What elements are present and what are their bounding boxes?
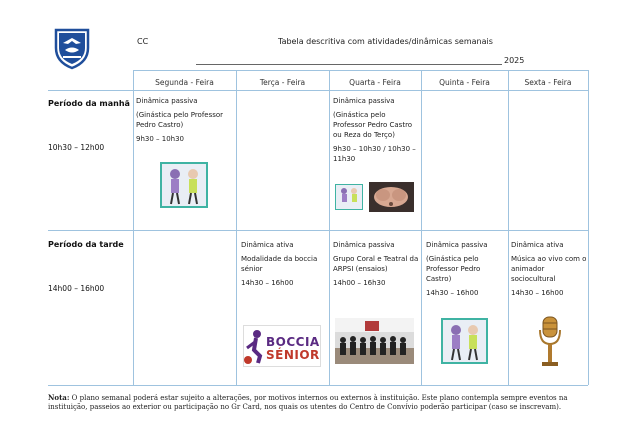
- grid-line: [133, 70, 134, 385]
- grid-line: [48, 230, 588, 231]
- col-header-tuesday: Terça - Feira: [259, 78, 306, 87]
- activity-type: Dinâmica passiva: [426, 241, 488, 249]
- header-underline: [196, 64, 502, 65]
- row-time-afternoon: 14h00 – 16h00: [48, 284, 105, 293]
- gymnastics-photo-small: [335, 184, 363, 210]
- activity-type: Dinâmica ativa: [511, 241, 564, 249]
- grid-line: [48, 385, 588, 386]
- row-time-morning: 10h30 – 12h00: [48, 143, 105, 152]
- rosary-prayer-photo: [369, 182, 414, 212]
- activity-desc: Música ao vivo com o animador sociocultural: [511, 255, 587, 283]
- activity-desc: (Ginástica pelo Professor Pedro Castro ou Reza do Terço): [333, 111, 413, 139]
- cell-monday-morning: [136, 96, 232, 148]
- boccia-senior-logo: [243, 325, 321, 367]
- col-header-thursday: Quinta - Feira: [439, 78, 490, 87]
- col-header-friday: Sexta - Feira: [524, 78, 572, 87]
- cell-wednesday-morning: [333, 96, 419, 168]
- activity-time: 9h30 – 10h30 / 10h30 – 11h30: [333, 145, 416, 163]
- grid-line: [236, 70, 237, 385]
- activity-desc: Modalidade da boccia sénior: [241, 255, 318, 273]
- gymnastics-photo: [160, 162, 208, 208]
- microphone-icon: [537, 316, 563, 368]
- activity-time: 14h30 – 16h00: [426, 289, 479, 297]
- col-header-monday: Segunda - Feira: [155, 78, 214, 87]
- activity-desc: (Ginástica pelo Professor Pedro Castro): [426, 255, 481, 283]
- activity-type: Dinâmica passiva: [333, 241, 395, 249]
- note-text: O plano semanal poderá estar sujeito a alterações, por motivos internos ou externos à instituição. Este plano contempla sempre eventos na instituição, passeios ao exterior ou participação no Gr Card, nos quais os utentes do Centro de Convívio poderão participar (caso se inscrevam).: [48, 394, 568, 411]
- gymnastics-photo: [441, 318, 488, 364]
- grid-line: [329, 70, 330, 385]
- grid-line: [48, 90, 588, 91]
- cell-wednesday-afternoon: [333, 240, 419, 292]
- cell-tuesday-afternoon: [241, 240, 327, 292]
- grid-line: [133, 70, 588, 71]
- activity-time: 9h30 – 10h30: [136, 135, 184, 143]
- grid-line: [508, 70, 509, 385]
- boccia-logo-line2: SÉNIOR: [266, 348, 320, 362]
- activity-type: Dinâmica ativa: [241, 241, 294, 249]
- header-year: 2025: [504, 56, 525, 65]
- activity-type: Dinâmica passiva: [136, 97, 198, 105]
- activity-time: 14h30 – 16h00: [511, 289, 564, 297]
- note-label: Nota:: [48, 393, 70, 402]
- boccia-logo-line1: BOCCIA: [266, 335, 320, 349]
- page-title: Tabela descritiva com atividades/dinâmicas semanais: [278, 37, 493, 46]
- activity-type: Dinâmica passiva: [333, 97, 395, 105]
- cell-friday-afternoon: [511, 240, 587, 302]
- institution-logo: [52, 26, 92, 70]
- row-header-morning: Período da manhã: [48, 99, 130, 108]
- activity-time: 14h00 – 16h30: [333, 279, 386, 287]
- grid-line: [421, 70, 422, 385]
- choir-group-photo: [335, 318, 414, 364]
- activity-time: 14h30 – 16h00: [241, 279, 294, 287]
- grid-line: [588, 70, 589, 385]
- col-header-wednesday: Quarta - Feira: [349, 78, 401, 87]
- activity-desc: Grupo Coral e Teatral da ARPSI (ensaios): [333, 255, 419, 273]
- cell-thursday-afternoon: [426, 240, 506, 302]
- footnote: [48, 393, 568, 412]
- row-header-afternoon: Período da tarde: [48, 240, 124, 249]
- activity-desc: (Ginástica pelo Professor Pedro Castro): [136, 111, 224, 129]
- cc-label: CC: [137, 37, 149, 46]
